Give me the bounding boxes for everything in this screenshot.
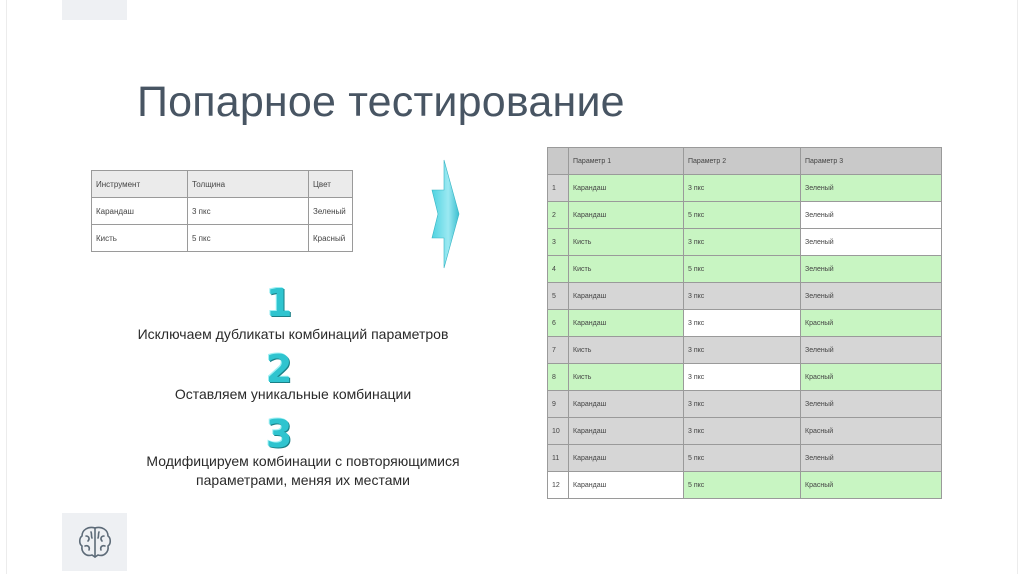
source-table <box>91 170 353 252</box>
result-table-row <box>548 202 942 229</box>
result-table-row <box>548 391 942 418</box>
source-table-cell: Красный <box>309 225 353 252</box>
result-table-cell: Зеленый <box>801 337 942 364</box>
result-row-number: 10 <box>548 418 569 445</box>
result-table-cell: Кисть <box>569 229 684 256</box>
result-table-header: Параметр 2 <box>684 148 801 175</box>
result-table <box>547 147 942 499</box>
result-table-cell: 3 пкс <box>684 175 801 202</box>
step-text-1: Исключаем дубликаты комбинаций параметров <box>137 326 449 342</box>
logo-box <box>62 513 127 571</box>
source-table-header-row <box>92 171 353 198</box>
result-table-cell: Кисть <box>569 337 684 364</box>
result-table-cell: Карандаш <box>569 175 684 202</box>
result-table-cell: 5 пкс <box>684 202 801 229</box>
result-row-number: 3 <box>548 229 569 256</box>
result-table-cell: 3 пкс <box>684 418 801 445</box>
result-table-cell: Карандаш <box>569 445 684 472</box>
result-table-cell: Красный <box>801 472 942 499</box>
result-table-cell: Кисть <box>569 364 684 391</box>
result-table-cell: 5 пкс <box>684 472 801 499</box>
brain-icon <box>75 522 115 562</box>
result-table-cell: Зеленый <box>801 283 942 310</box>
step-number-3: 3 <box>266 412 293 456</box>
result-table-cell: Карандаш <box>569 283 684 310</box>
source-table-cell: Карандаш <box>92 198 188 225</box>
result-table-cell: Карандаш <box>569 418 684 445</box>
result-table-header-row <box>548 148 942 175</box>
source-table-header: Цвет <box>309 171 353 198</box>
result-table-row <box>548 256 942 283</box>
result-table-cell: 3 пкс <box>684 283 801 310</box>
result-table-cell: Зеленый <box>801 175 942 202</box>
slide-title: Попарное тестирование <box>137 78 625 126</box>
result-table-row <box>548 418 942 445</box>
result-table-row <box>548 445 942 472</box>
result-row-number: 2 <box>548 202 569 229</box>
result-table-cell: Карандаш <box>569 391 684 418</box>
result-table-cell: Зеленый <box>801 391 942 418</box>
result-table-cell: Карандаш <box>569 202 684 229</box>
result-table-body <box>548 175 942 499</box>
result-table-cell: Красный <box>801 310 942 337</box>
result-row-number: 12 <box>548 472 569 499</box>
result-table-cell: Зеленый <box>801 256 942 283</box>
step-text-3 <box>92 452 514 490</box>
result-table-cell: Кисть <box>569 256 684 283</box>
step-text-3-line-1: Модифицируем комбинации с повторяющимися <box>146 453 460 469</box>
result-table-cell: 5 пкс <box>684 256 801 283</box>
result-table-row <box>548 175 942 202</box>
source-table-cell: Зеленый <box>309 198 353 225</box>
source-table-header: Толщина <box>188 171 309 198</box>
source-table-cell: 3 пкс <box>188 198 309 225</box>
source-table-row <box>92 198 353 225</box>
result-table-row <box>548 364 942 391</box>
result-table-cell: Зеленый <box>801 202 942 229</box>
result-table-cell: Зеленый <box>801 445 942 472</box>
slide-top-tab <box>62 0 127 20</box>
result-table-cell: Красный <box>801 418 942 445</box>
result-table-cell: Зеленый <box>801 229 942 256</box>
result-table-header <box>548 148 569 175</box>
step-number-1: 1 <box>266 281 293 325</box>
right-arrow-icon <box>430 158 460 270</box>
result-table-row <box>548 472 942 499</box>
result-row-number: 4 <box>548 256 569 283</box>
result-table-cell: 3 пкс <box>684 229 801 256</box>
step-text-2: Оставляем уникальные комбинации <box>174 386 412 402</box>
result-table-row <box>548 337 942 364</box>
result-row-number: 11 <box>548 445 569 472</box>
result-table-cell: Красный <box>801 364 942 391</box>
source-table-row <box>92 225 353 252</box>
result-row-number: 8 <box>548 364 569 391</box>
result-table-cell: Карандаш <box>569 310 684 337</box>
result-table-row <box>548 283 942 310</box>
result-table-cell: 3 пкс <box>684 337 801 364</box>
result-row-number: 9 <box>548 391 569 418</box>
result-table-row <box>548 310 942 337</box>
step-number-2: 2 <box>266 347 293 391</box>
source-table-header: Инструмент <box>92 171 188 198</box>
result-row-number: 6 <box>548 310 569 337</box>
result-row-number: 5 <box>548 283 569 310</box>
result-table-header: Параметр 1 <box>569 148 684 175</box>
result-table-cell: 3 пкс <box>684 364 801 391</box>
result-row-number: 1 <box>548 175 569 202</box>
result-table-row <box>548 229 942 256</box>
result-table-cell: 3 пкс <box>684 391 801 418</box>
result-row-number: 7 <box>548 337 569 364</box>
step-text-3-line-2: параметрами, меняя их местами <box>196 472 410 488</box>
result-table-cell: 3 пкс <box>684 310 801 337</box>
source-table-cell: Кисть <box>92 225 188 252</box>
result-table-cell: 5 пкс <box>684 445 801 472</box>
source-table-cell: 5 пкс <box>188 225 309 252</box>
result-table-header: Параметр 3 <box>801 148 942 175</box>
result-table-cell: Карандаш <box>569 472 684 499</box>
